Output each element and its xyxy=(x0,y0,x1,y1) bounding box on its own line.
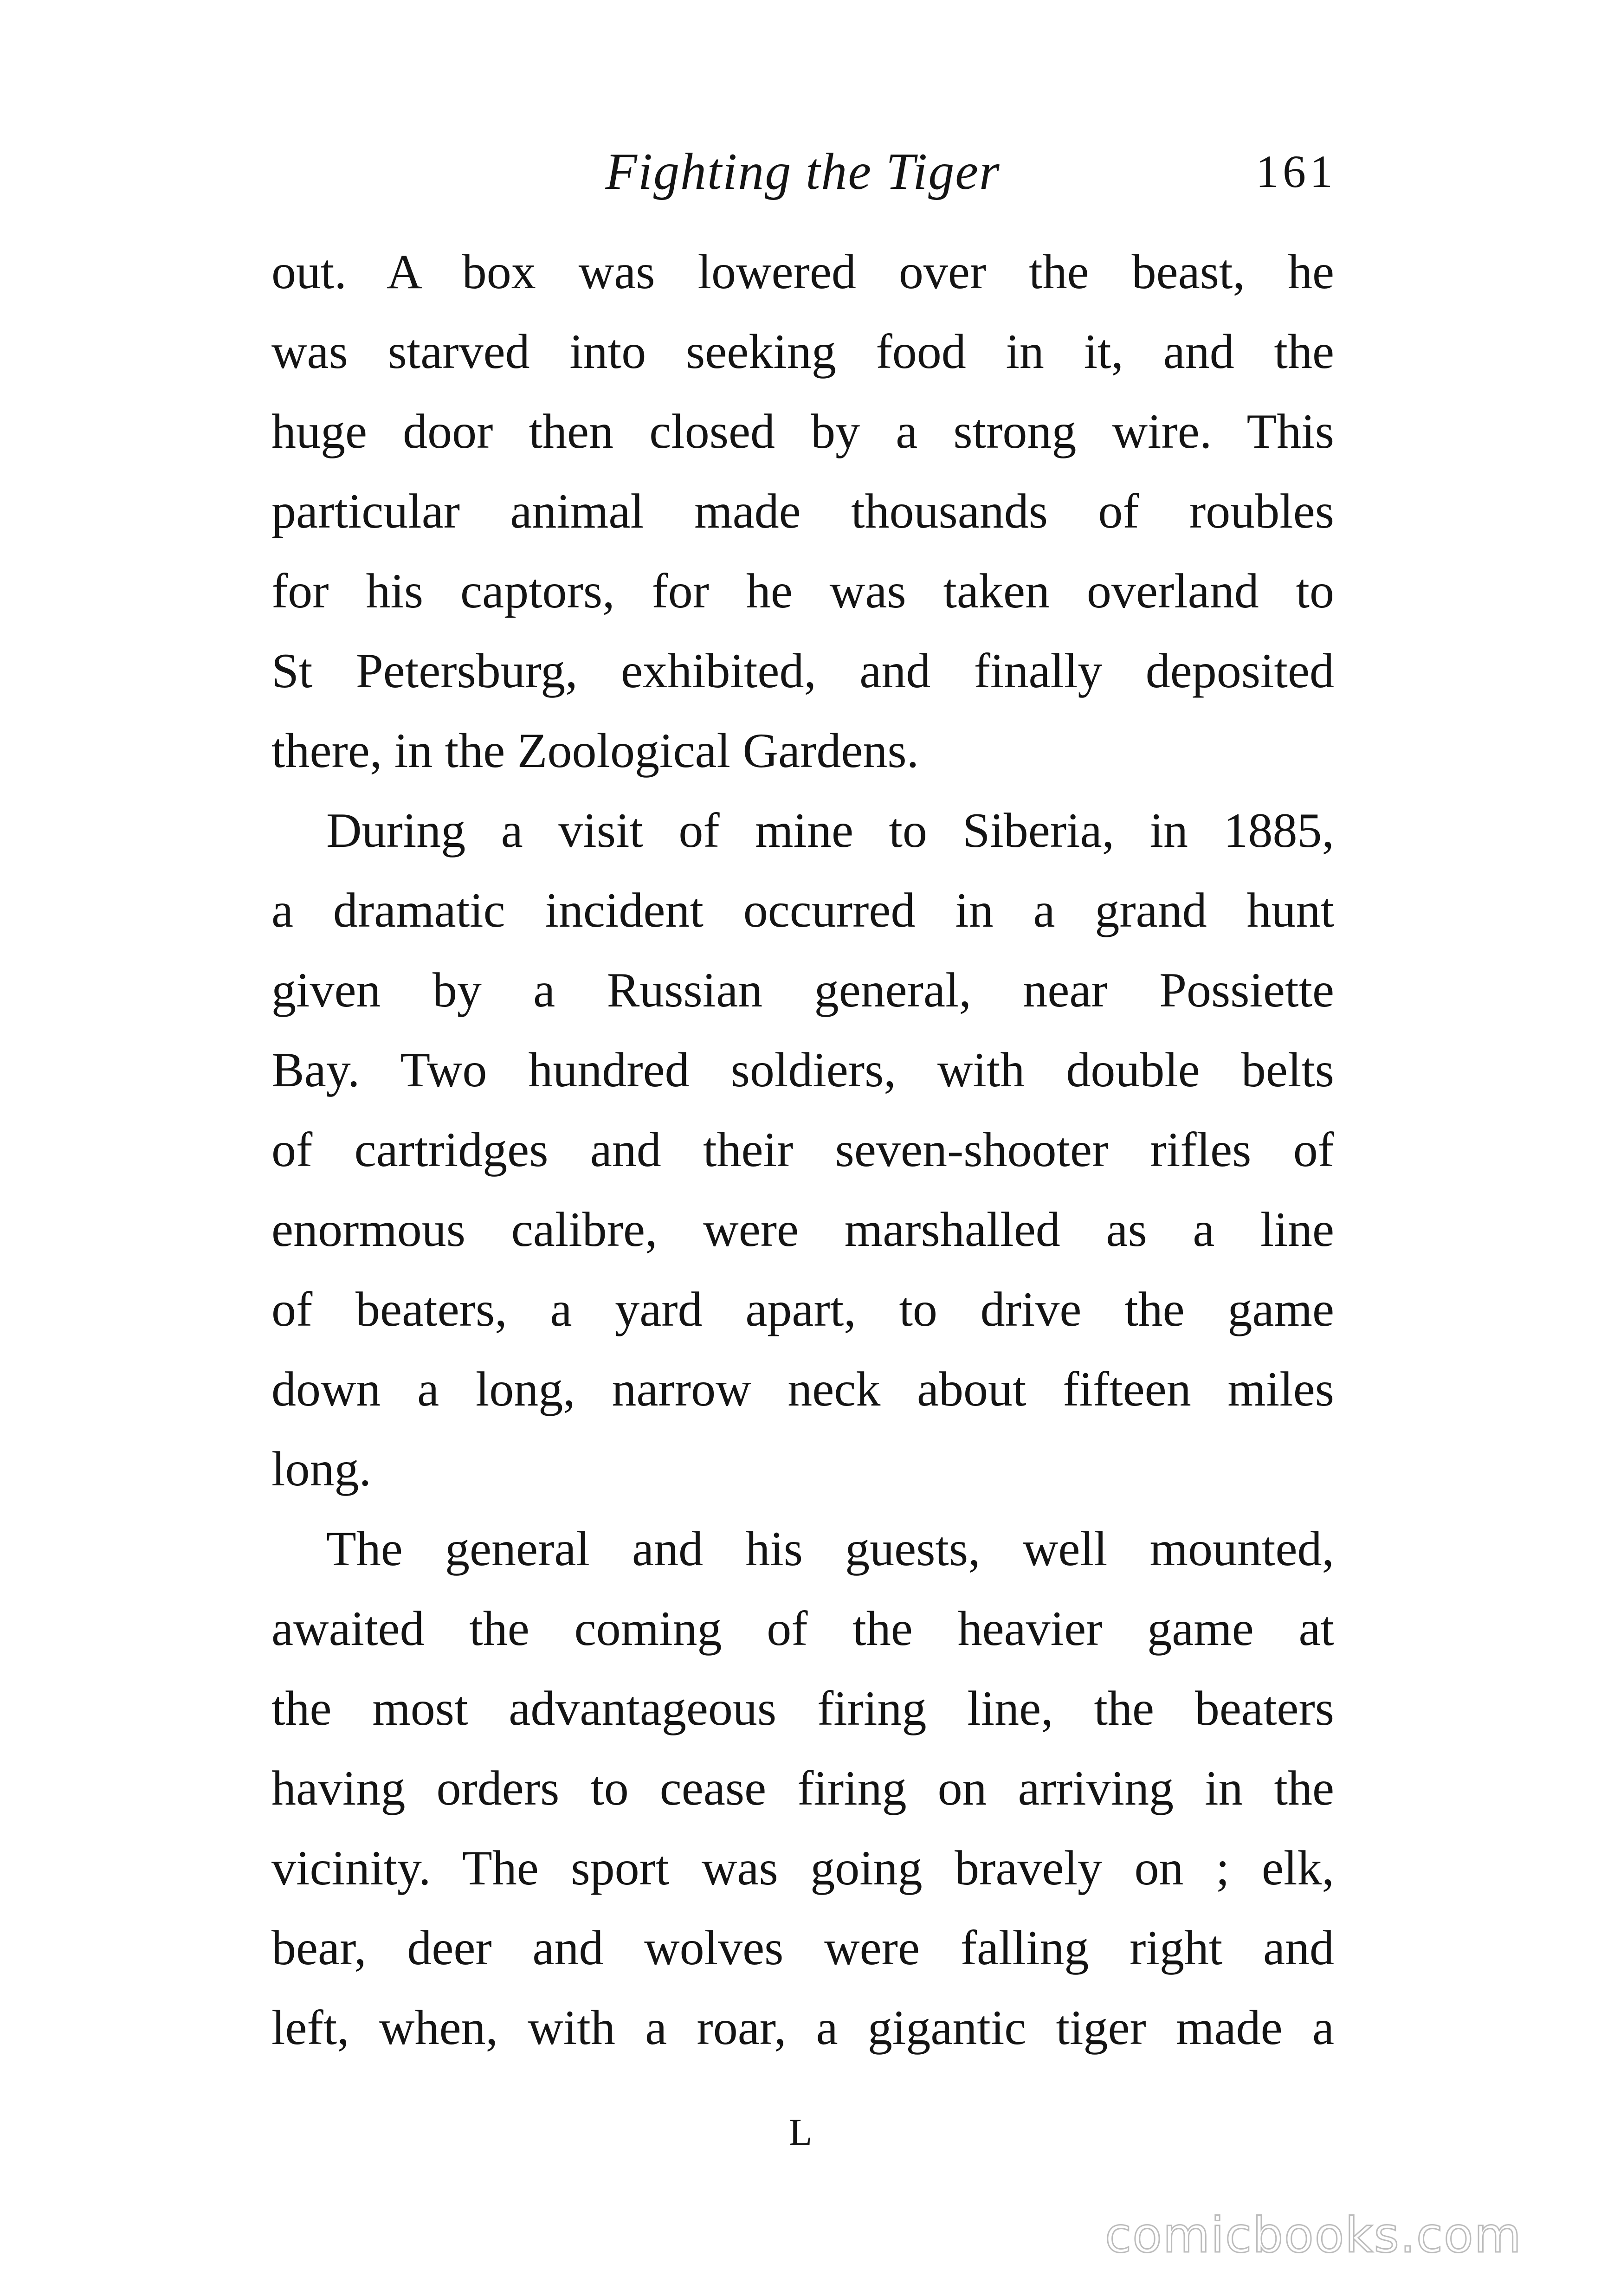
text-line: having orders to cease firing on arriving in the xyxy=(271,1761,1334,1815)
text-line: particular animal made thousands of roubles xyxy=(271,484,1334,538)
paragraph-3 xyxy=(271,1509,1334,2068)
text-line: awaited the coming of the heavier game at xyxy=(271,1601,1334,1656)
text-line: long. xyxy=(271,1442,371,1496)
text-line: St Petersburg, exhibited, and finally deposited xyxy=(271,644,1334,698)
text-line: bear, deer and wolves were falling right and xyxy=(271,1921,1334,1975)
text-line: huge door then closed by a strong wire. This xyxy=(271,404,1334,458)
text-line: of beaters, a yard apart, to drive the game xyxy=(271,1282,1334,1336)
text-line: vicinity. The sport was going bravely on ; elk, xyxy=(271,1841,1334,1895)
text-line: down a long, narrow neck about fifteen miles xyxy=(271,1362,1334,1416)
text-line: The general and his guests, well mounted, xyxy=(326,1522,1334,1576)
text-line: Bay. Two hundred soldiers, with double belts xyxy=(271,1043,1334,1097)
running-head xyxy=(269,139,1336,204)
watermark: comicbooks.com xyxy=(1104,2207,1522,2264)
text-line: there, in the Zoological Gardens. xyxy=(271,723,919,778)
text-line: the most advantageous firing line, the beaters xyxy=(271,1681,1334,1735)
text-line: for his captors, for he was taken overland to xyxy=(271,564,1334,618)
signature-mark: L xyxy=(788,2111,813,2153)
text-line: enormous calibre, were marshalled as a line xyxy=(271,1202,1334,1257)
body-text xyxy=(271,232,1334,2068)
text-line: of cartridges and their seven-shooter rifles of xyxy=(271,1122,1334,1177)
text-line: left, when, with a roar, a gigantic tiger made a xyxy=(271,2000,1334,2055)
text-line: out. A box was lowered over the beast, he xyxy=(271,245,1334,299)
text-line: During a visit of mine to Siberia, in 1885, xyxy=(326,803,1334,858)
paragraph-2 xyxy=(271,791,1334,1509)
paragraph-1 xyxy=(271,232,1334,791)
running-title: Fighting the Tiger xyxy=(605,143,1001,200)
text-line: given by a Russian general, near Possiette xyxy=(271,963,1334,1017)
page-number: 161 xyxy=(1256,146,1336,197)
text-line: a dramatic incident occurred in a grand hunt xyxy=(271,883,1334,937)
text-line: was starved into seeking food in it, and the xyxy=(271,324,1334,379)
